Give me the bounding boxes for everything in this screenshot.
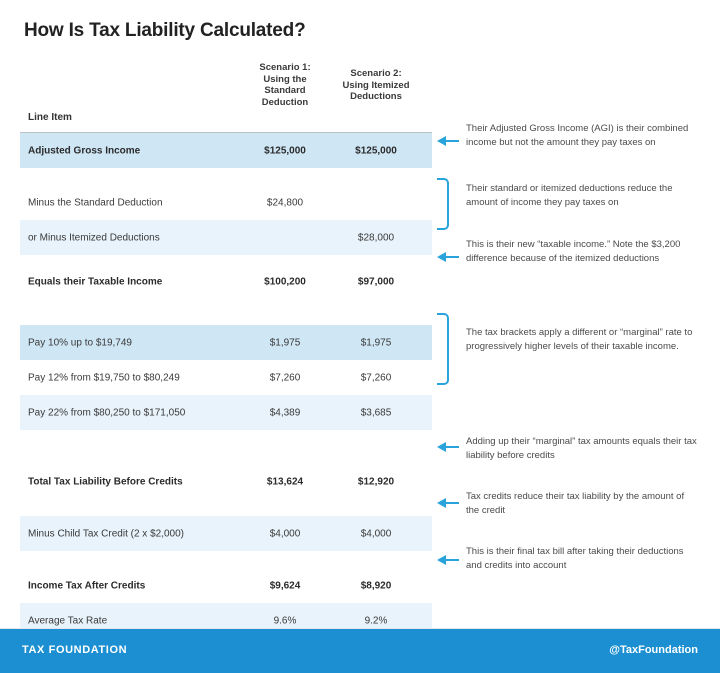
- brackets-annotation: The tax brackets apply a different or “marginal” rate to progressively higher levels of their taxable income.: [466, 327, 693, 352]
- row-spacer: [20, 168, 432, 185]
- deductions-annotation: Their standard or itemized deductions reduce the amount of income they pay taxes on: [466, 183, 673, 208]
- row-spacer: [20, 299, 432, 316]
- table-row: [20, 220, 432, 255]
- row-scenario2-value: $1,975: [360, 337, 392, 348]
- social-handle[interactable]: @TaxFoundation: [609, 644, 698, 656]
- row-scenario2-value: $7,260: [360, 372, 392, 383]
- row-scenario1-value: $100,200: [264, 276, 306, 287]
- agi-annotation: Their Adjusted Gross Income (AGI) is their combined income but not the amount they pay taxes on: [466, 123, 689, 148]
- column-headers: [20, 62, 432, 110]
- page-title: How Is Tax Liability Calculated?: [24, 20, 306, 41]
- row-scenario2-value: $125,000: [355, 145, 397, 156]
- row-scenario2-value: $28,000: [357, 232, 395, 243]
- scenario-2-header: Scenario 2: Using Itemized Deductions: [342, 68, 410, 102]
- row-scenario1-value: $7,260: [269, 372, 301, 383]
- final-tax-annotation: This is their final tax bill after taking their deductions and credits into account: [466, 546, 684, 571]
- row-scenario1-value: $1,975: [269, 337, 301, 348]
- row-label: Average Tax Rate: [28, 615, 108, 626]
- credits-annotation: Tax credits reduce their tax liability by the amount of the credit: [466, 491, 685, 516]
- table-row: [20, 516, 432, 551]
- final-tax-arrow-icon: [437, 555, 459, 565]
- row-scenario1-value: $4,389: [269, 407, 301, 418]
- brand-label: TAX FOUNDATION: [22, 644, 128, 656]
- table-row: [20, 568, 432, 603]
- row-spacer: [20, 499, 432, 516]
- row-label: Adjusted Gross Income: [28, 145, 141, 156]
- row-spacer: [20, 447, 432, 464]
- taxable-income-annotation: This is their new “taxable income.” Note the $3,200 difference because of the itemized deductions: [466, 239, 681, 264]
- row-label: Pay 12% from $19,750 to $80,249: [28, 372, 180, 383]
- row-label: Minus Child Tax Credit (2 x $2,000): [28, 528, 184, 539]
- total-before-credits-arrow-icon: [437, 442, 459, 452]
- row-scenario1-value: 9.6%: [273, 615, 297, 626]
- row-label: Pay 10% up to $19,749: [28, 337, 132, 348]
- total-before-credits-annotation: Adding up their “marginal” tax amounts equals their tax liability before credits: [466, 436, 697, 461]
- credits-arrow-icon: [437, 498, 459, 508]
- row-scenario1-value: $24,800: [266, 197, 304, 208]
- row-scenario2-value: 9.2%: [364, 615, 388, 626]
- row-label: Total Tax Liability Before Credits: [28, 476, 183, 487]
- scenario-1-header: Scenario 1: Using the Standard Deduction: [259, 62, 311, 108]
- table-row: [20, 264, 432, 299]
- row-scenario1-value: $125,000: [264, 145, 306, 156]
- row-label: Equals their Taxable Income: [28, 276, 163, 287]
- tax-table: [20, 62, 432, 638]
- row-scenario2-value: $97,000: [357, 276, 395, 287]
- taxable-income-arrow-icon: [437, 252, 459, 262]
- row-scenario1-value: $4,000: [269, 528, 301, 539]
- row-scenario1-value: $9,624: [269, 580, 301, 591]
- row-label: or Minus Itemized Deductions: [28, 232, 160, 243]
- row-scenario2-value: $4,000: [360, 528, 392, 539]
- deductions-brace: [437, 178, 449, 230]
- row-spacer: [20, 316, 432, 325]
- table-row: [20, 464, 432, 499]
- row-spacer: [20, 430, 432, 447]
- table-row: [20, 133, 432, 168]
- row-scenario1-value: $13,624: [266, 476, 304, 487]
- brackets-brace: [437, 313, 449, 385]
- row-spacer: [20, 255, 432, 264]
- table-row: [20, 185, 432, 220]
- footer-bar: [0, 629, 720, 673]
- table-header-row: [20, 110, 432, 133]
- table-row: [20, 360, 432, 395]
- row-scenario2-value: $8,920: [360, 580, 392, 591]
- row-label: Income Tax After Credits: [28, 580, 146, 591]
- row-scenario2-value: $3,685: [360, 407, 392, 418]
- line-item-header: Line Item: [28, 112, 72, 123]
- row-label: Pay 22% from $80,250 to $171,050: [28, 407, 186, 418]
- table-row: [20, 325, 432, 360]
- table-row: [20, 395, 432, 430]
- agi-arrow-icon: [437, 136, 459, 146]
- row-label: Minus the Standard Deduction: [28, 197, 163, 208]
- row-scenario2-value: $12,920: [357, 476, 395, 487]
- row-spacer: [20, 551, 432, 568]
